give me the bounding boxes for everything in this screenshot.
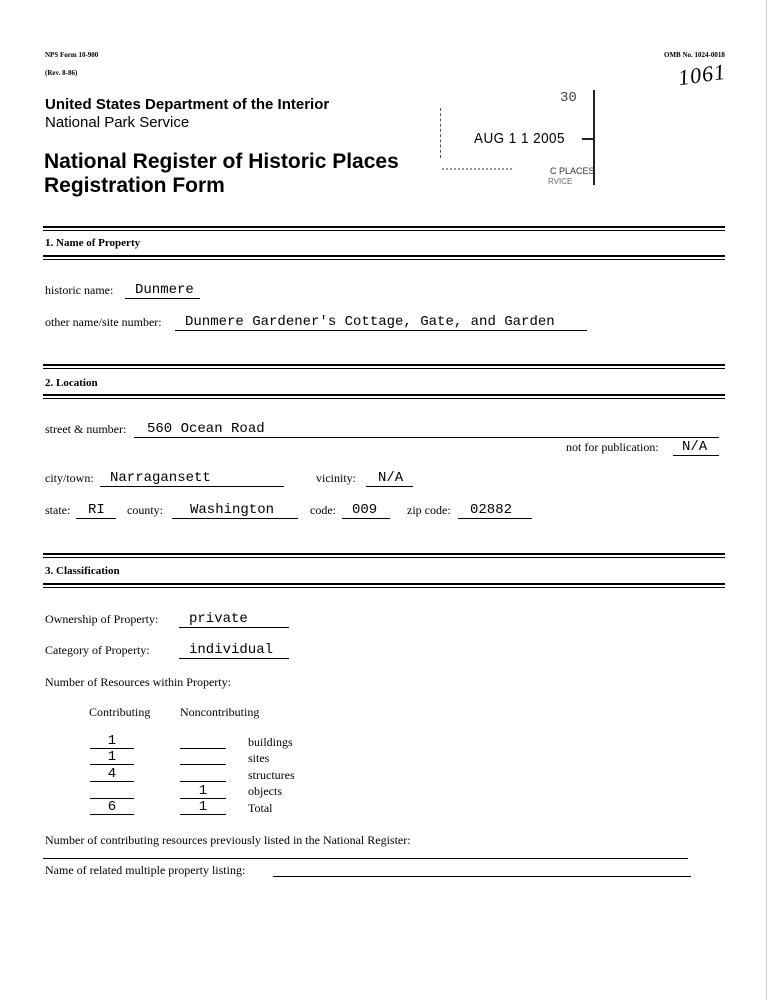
resources-label: Number of Resources within Property: [45,675,231,689]
county-label: county: [127,503,163,517]
resource-underline [90,814,134,815]
state-value: RI [88,502,105,518]
section-rule [43,583,725,585]
service-name: National Park Service [45,114,190,131]
section-rule [43,364,725,366]
received-stamp [440,88,602,198]
ownership-value: private [189,611,248,627]
zip-underline [458,518,532,519]
form-title [44,150,399,198]
code-value: 009 [352,502,378,518]
stamp-date: AUG 1 1 2005 [474,130,565,147]
section-rule [43,398,725,399]
multiple-listing-underline [273,876,691,877]
resource-contributing-value: 4 [107,766,117,782]
section-rule [43,587,725,588]
state-underline [76,518,116,519]
form-revision: (Rev. 8-86) [45,69,78,77]
resource-underline [90,764,134,765]
previously-listed-label: Number of contributing resources previously listed in the National Register: [45,833,411,847]
city-value: Narragansett [110,470,211,486]
state-label: state: [45,503,71,517]
section-1-heading: 1. Name of Property [45,237,141,249]
section-rule [43,230,725,231]
resource-noncontributing-value: 1 [198,783,208,799]
zip-label: zip code: [407,503,451,517]
other-names-value: Dunmere Gardener's Cottage, Gate, and Garden [185,314,555,330]
category-value: individual [189,642,274,658]
resource-underline [180,814,226,815]
resource-type-label: sites [248,751,270,765]
form-title-line2: Registration Form [44,174,225,197]
resource-contributing-value: 1 [107,749,117,765]
col-contributing-header: Contributing [89,705,151,719]
stamp-fragment-places: C PLACES [550,166,595,176]
other-names-label: other name/site number: [45,315,162,329]
category-underline [179,658,289,659]
city-label: city/town: [45,471,94,485]
omb-number: OMB No. 1024-0018 [664,51,725,59]
resource-contributing-value: 1 [107,733,117,749]
previously-listed-underline [43,858,688,859]
resource-underline [180,764,226,765]
department-name: United States Department of the Interior [45,96,330,113]
section-3-heading: 3. Classification [45,565,120,577]
resource-type-label: Total [248,801,273,815]
code-underline [342,518,390,519]
section-rule [43,255,725,257]
not-for-publication-value: N/A [682,439,708,455]
resource-contributing-value: 6 [107,799,117,815]
vicinity-label: vicinity: [316,471,356,485]
vicinity-underline [366,486,413,487]
resource-type-label: structures [248,768,295,782]
zip-value: 02882 [470,502,513,518]
street-underline [134,437,719,438]
page-edge [766,0,767,1000]
form-number: NPS Form 10-900 [45,51,99,59]
not-for-publication-label: not for publication: [566,440,659,454]
county-underline [172,518,298,519]
ownership-underline [179,627,289,628]
vicinity-value: N/A [378,470,404,486]
resource-underline [180,748,226,749]
not-for-publication-underline [673,455,719,456]
resource-underline [90,781,134,782]
street-value: 560 Ocean Road [147,421,265,437]
ownership-label: Ownership of Property: [45,612,159,626]
historic-name-value: Dunmere [135,282,194,298]
form-title-line1: National Register of Historic Places [44,150,399,173]
resource-type-label: buildings [248,735,293,749]
section-rule [43,368,725,369]
stamp-fragment-top: 30 [560,90,577,106]
other-names-underline [175,330,587,331]
section-rule [43,394,725,396]
city-underline [100,486,284,487]
section-rule [43,226,725,228]
category-label: Category of Property: [45,643,150,657]
street-label: street & number: [45,422,127,436]
section-rule [43,557,725,558]
resource-underline [180,781,226,782]
resource-type-label: objects [248,784,282,798]
historic-name-label: historic name: [45,283,114,297]
section-rule [43,553,725,555]
section-rule [43,259,725,260]
section-2-heading: 2. Location [45,377,98,389]
historic-name-underline [125,298,200,299]
handwritten-number: 1061 [676,58,728,91]
col-noncontributing-header: Noncontributing [180,705,260,719]
resource-noncontributing-value: 1 [198,799,208,815]
stamp-fragment-service: RVICE [548,177,573,186]
code-label: code: [310,503,336,517]
county-value: Washington [190,502,275,518]
multiple-listing-label: Name of related multiple property listing: [45,863,246,877]
